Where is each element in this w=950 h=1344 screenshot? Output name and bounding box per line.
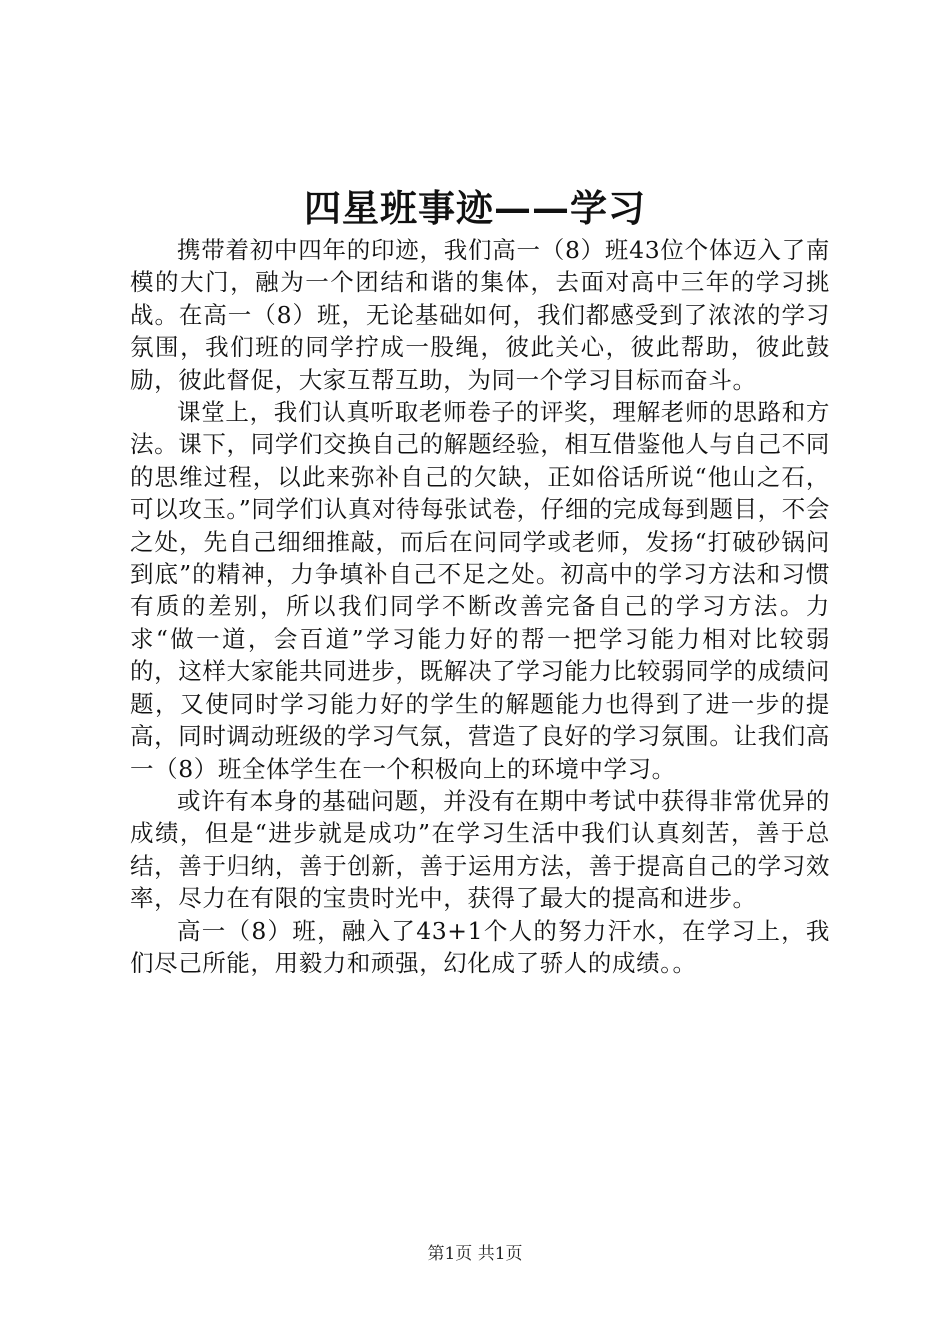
paragraph-3: 或许有本身的基础问题，并没有在期中考试中获得非常优异的成绩，但是“进步就是成功”在学习生活中我们认真刻苦，善于总结，善于归纳，善于创新，善于运用方法，善于提高自己的学习效率，尽力在有限的宝贵时光中，获得了最大的提高和进步。 <box>130 786 830 913</box>
paragraph-1: 携带着初中四年的印迹，我们高一（8）班43位个体迈入了南模的大门，融为一个团结和谐的集体，去面对高中三年的学习挑战。在高一（8）班，无论基础如何，我们都感受到了浓浓的学习氛围，我们班的同学拧成一股绳，彼此关心，彼此帮助，彼此鼓励，彼此督促，大家互帮互助，为同一个学习目标而奋斗。 <box>130 236 830 394</box>
paragraph-4: 高一（8）班，融入了43+1个人的努力汗水，在学习上，我们尽己所能，用毅力和顽强，幻化成了骄人的成绩。。 <box>130 916 830 977</box>
document-body <box>130 234 830 979</box>
paragraph-2: 课堂上，我们认真听取老师卷子的评奖，理解老师的思路和方法。课下，同学们交换自己的解题经验，相互借鉴他人与自己不同的思维过程，以此来弥补自己的欠缺，正如俗话所说“他山之石，可以攻玉。”同学们认真对待每张试卷，仔细的完成每到题目，不会之处，先自己细细推敲，而后在问同学或老师，发扬“打破砂锅问到底”的精神，力争填补自己不足之处。初高中的学习方法和习惯有质的差别，所以我们同学不断改善完备自己的学习方法。力求“做一道，会百道”学习能力好的帮一把学习能力相对比较弱的，这样大家能共同进步，既解决了学习能力比较弱同学的成绩问题，又使同时学习能力好的学生的解题能力也得到了进一步的提高，同时调动班级的学习气氛，营造了良好的学习氛围。让我们高一（8）班全体学生在一个积极向上的环境中学习。 <box>130 398 830 783</box>
page-title: 四星班事迹——学习 <box>304 186 646 230</box>
page-footer: 第1页 共1页 <box>427 1244 523 1264</box>
